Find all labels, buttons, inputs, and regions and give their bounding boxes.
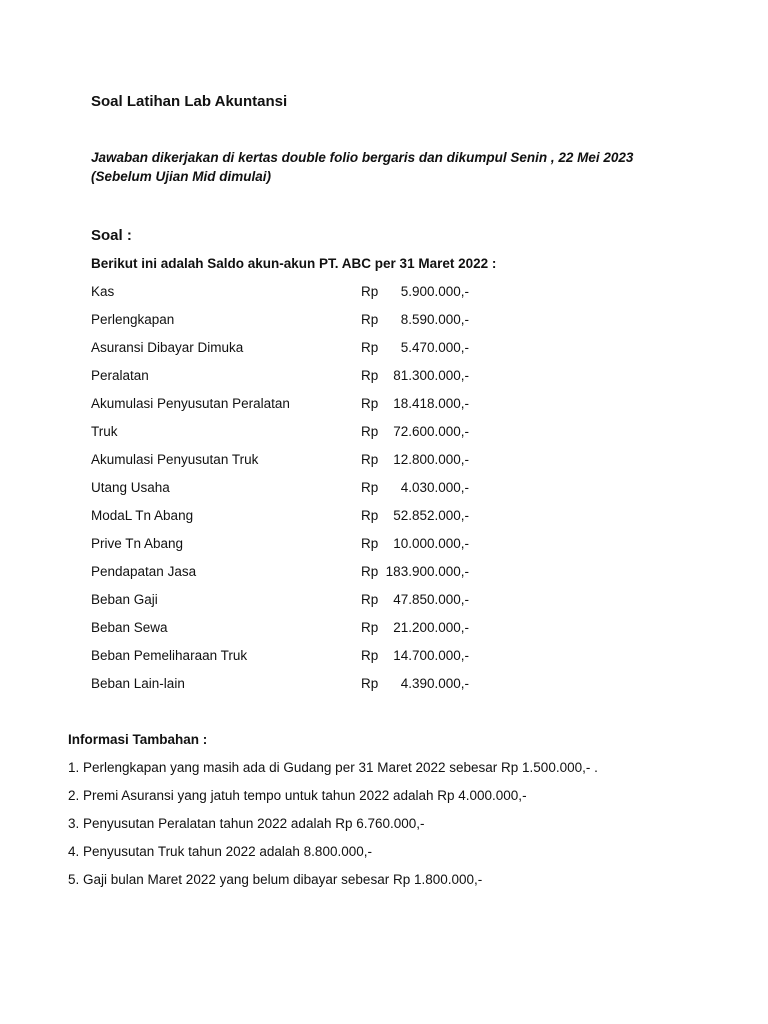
info-item: 2. Premi Asuransi yang jatuh tempo untuk tahun 2022 adalah Rp 4.000.000,- [68, 788, 527, 803]
account-row [91, 648, 491, 676]
account-currency: Rp [361, 508, 379, 523]
account-row [91, 312, 491, 340]
account-currency: Rp [361, 564, 379, 579]
account-name: Beban Pemeliharaan Truk [91, 648, 248, 663]
account-amount: 8.590.000,- [400, 312, 469, 327]
account-row [91, 368, 491, 396]
info-item: 5. Gaji bulan Maret 2022 yang belum dibayar sebesar Rp 1.800.000,- [68, 872, 483, 887]
account-name: Beban Lain-lain [91, 676, 185, 691]
account-row [91, 340, 491, 368]
account-amount: 81.300.000,- [393, 368, 469, 383]
account-row [91, 676, 491, 704]
account-currency: Rp [361, 452, 379, 467]
info-item: 3. Penyusutan Peralatan tahun 2022 adalah Rp 6.760.000,- [68, 816, 425, 831]
account-name: Asuransi Dibayar Dimuka [91, 340, 244, 355]
account-currency: Rp [361, 312, 379, 327]
account-amount: 47.850.000,- [393, 592, 469, 607]
account-row [91, 452, 491, 480]
account-row [91, 536, 491, 564]
account-row [91, 620, 491, 648]
account-row [91, 480, 491, 508]
account-currency: Rp [361, 620, 379, 635]
account-amount: 21.200.000,- [393, 620, 469, 635]
account-name: Truk [91, 424, 118, 439]
account-name: Kas [91, 284, 115, 299]
account-amount: 72.600.000,- [393, 424, 469, 439]
balance-intro: Berikut ini adalah Saldo akun-akun PT. ABC per 31 Maret 2022 : [91, 256, 497, 271]
account-name: Pendapatan Jasa [91, 564, 197, 579]
additional-info-heading: Informasi Tambahan : [68, 732, 208, 747]
account-name: ModaL Tn Abang [91, 508, 194, 523]
account-name: Beban Sewa [91, 620, 168, 635]
account-amount: 12.800.000,- [393, 452, 469, 467]
account-currency: Rp [361, 424, 379, 439]
account-currency: Rp [361, 480, 379, 495]
info-item: 1. Perlengkapan yang masih ada di Gudang per 31 Maret 2022 sebesar Rp 1.500.000,- . [68, 760, 598, 775]
info-item: 4. Penyusutan Truk tahun 2022 adalah 8.800.000,- [68, 844, 372, 859]
account-row [91, 284, 491, 312]
account-currency: Rp [361, 284, 379, 299]
account-currency: Rp [361, 396, 379, 411]
account-name: Beban Gaji [91, 592, 158, 607]
account-currency: Rp [361, 368, 379, 383]
account-row [91, 396, 491, 424]
account-name: Prive Tn Abang [91, 536, 184, 551]
account-amount: 14.700.000,- [393, 648, 469, 663]
account-amount: 183.900.000,- [385, 564, 469, 579]
soal-heading: Soal : [91, 227, 132, 244]
document-title: Soal Latihan Lab Akuntansi [91, 93, 288, 110]
account-amount: 4.390.000,- [400, 676, 469, 691]
account-currency: Rp [361, 340, 379, 355]
account-amount: 4.030.000,- [400, 480, 469, 495]
account-row [91, 564, 491, 592]
account-currency: Rp [361, 536, 379, 551]
instruction-note-line-2: (Sebelum Ujian Mid dimulai) [91, 169, 272, 184]
account-currency: Rp [361, 648, 379, 663]
account-amount: 5.900.000,- [400, 284, 469, 299]
account-balance-list [91, 284, 491, 704]
account-row [91, 424, 491, 452]
account-amount: 18.418.000,- [393, 396, 469, 411]
account-name: Utang Usaha [91, 480, 170, 495]
account-name: Peralatan [91, 368, 149, 383]
account-currency: Rp [361, 592, 379, 607]
account-row [91, 592, 491, 620]
account-name: Perlengkapan [91, 312, 175, 327]
account-name: Akumulasi Penyusutan Peralatan [91, 396, 290, 411]
account-name: Akumulasi Penyusutan Truk [91, 452, 259, 467]
account-currency: Rp [361, 676, 379, 691]
account-amount: 5.470.000,- [400, 340, 469, 355]
account-amount: 10.000.000,- [393, 536, 469, 551]
account-row [91, 508, 491, 536]
instruction-note-line-1: Jawaban dikerjakan di kertas double folio bergaris dan dikumpul Senin , 22 Mei 2023 [91, 150, 634, 165]
additional-info-list [68, 760, 598, 900]
account-amount: 52.852.000,- [393, 508, 469, 523]
